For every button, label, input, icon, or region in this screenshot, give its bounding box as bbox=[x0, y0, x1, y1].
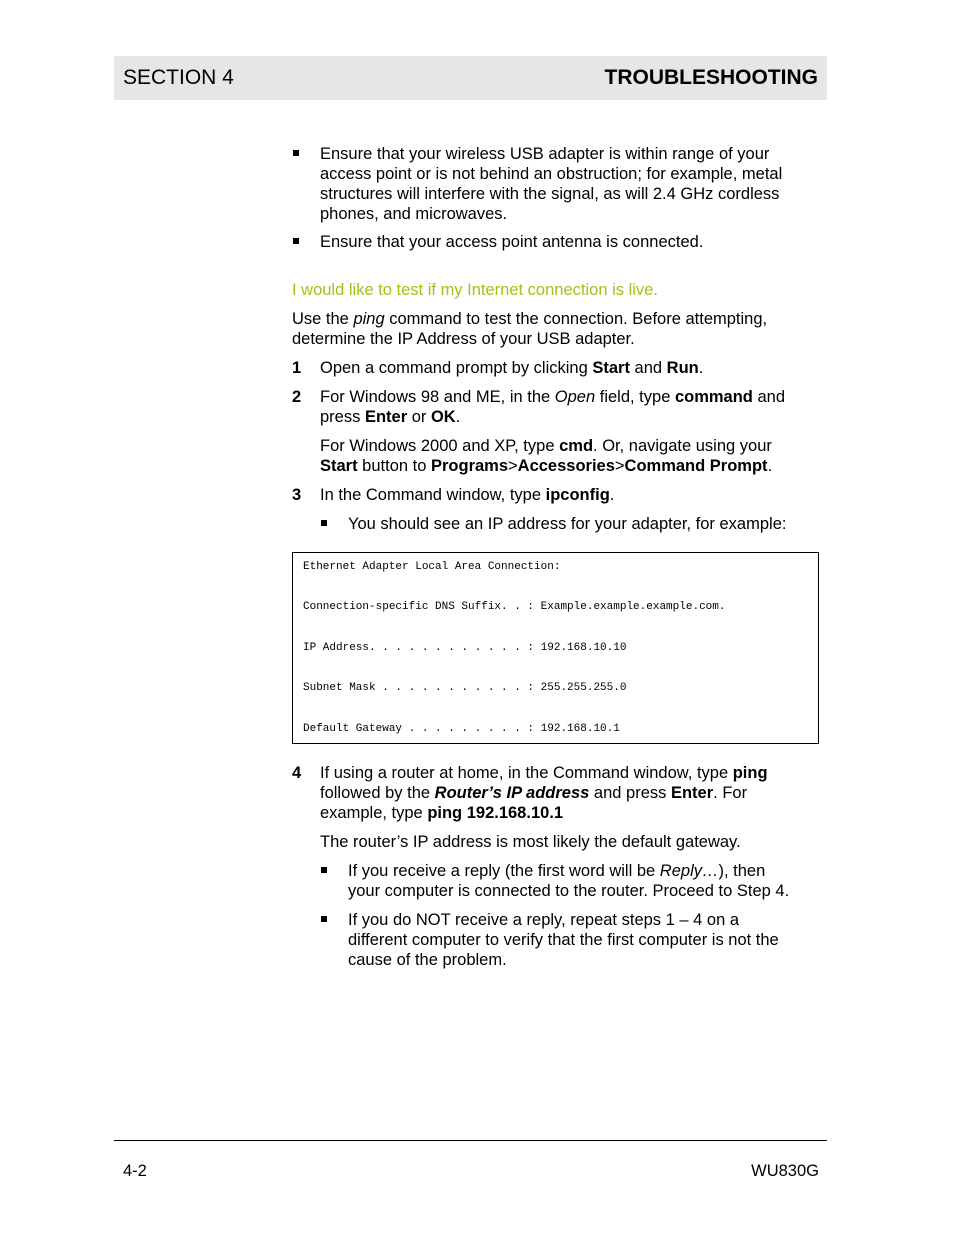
step-4-bullet-no-reply: If you do NOT receive a reply, repeat steps 1 – 4 on a different computer to verify that the first computer is not the cause of the problem. bbox=[348, 911, 779, 969]
step-4-bullet-reply: If you receive a reply (the first word will be Reply…), then your computer is connected to the router. Proceed to Step 4. bbox=[348, 862, 790, 900]
step-number: 2 bbox=[292, 388, 302, 406]
section-header bbox=[114, 56, 827, 100]
step-1-text: Open a command prompt by clicking Start and Run. bbox=[320, 359, 704, 377]
page-number: 4-2 bbox=[123, 1162, 147, 1180]
step-4-note: The router’s IP address is most likely the default gateway. bbox=[320, 833, 741, 851]
bullet-marker bbox=[293, 150, 299, 156]
step-3-bullet: You should see an IP address for your adapter, for example: bbox=[348, 515, 787, 533]
step-3-text: In the Command window, type ipconfig. bbox=[320, 486, 615, 504]
bullet-range: Ensure that your wireless USB adapter is within range of your access point or is not behind an obstruction; for example, metal structures will interfere with the signal, as will 2.4 GHz cordless phones, and microwaves. bbox=[320, 145, 783, 223]
step-2-alt-text: For Windows 2000 and XP, type cmd. Or, navigate using your Start button to Programs>Accessories>Command Prompt. bbox=[320, 437, 773, 475]
section-label: SECTION 4 bbox=[123, 66, 234, 89]
step-number: 3 bbox=[292, 486, 302, 504]
code-line: Ethernet Adapter Local Area Connection: bbox=[303, 561, 561, 573]
bullet-marker bbox=[321, 867, 327, 873]
step-2-text: For Windows 98 and ME, in the Open field, type command and press Enter or OK. bbox=[320, 388, 786, 426]
step-4-text: If using a router at home, in the Command window, type ping followed by the Router’s IP address and press Enter. For example, type ping 192.168.10.1 bbox=[320, 764, 768, 822]
section-title: TROUBLESHOOTING bbox=[604, 66, 818, 89]
step-number: 1 bbox=[292, 359, 302, 377]
code-line: IP Address. . . . . . . . . . . . : 192.168.10.10 bbox=[303, 642, 627, 654]
bullet-marker bbox=[321, 520, 327, 526]
bullet-marker bbox=[293, 238, 299, 244]
code-line: Default Gateway . . . . . . . . . : 192.168.10.1 bbox=[303, 723, 620, 735]
code-line: Subnet Mask . . . . . . . . . . . : 255.255.255.0 bbox=[303, 682, 627, 694]
footer-divider bbox=[114, 1140, 827, 1141]
step-number: 4 bbox=[292, 764, 302, 782]
bullet-antenna: Ensure that your access point antenna is connected. bbox=[320, 233, 704, 251]
code-line: Connection-specific DNS Suffix. . : Example.example.example.com. bbox=[303, 601, 726, 613]
intro-paragraph: Use the ping command to test the connection. Before attempting, determine the IP Address of your USB adapter. bbox=[292, 310, 768, 348]
subheading: I would like to test if my Internet connection is live. bbox=[292, 281, 658, 299]
bullet-marker bbox=[321, 916, 327, 922]
model-name: WU830G bbox=[751, 1162, 819, 1180]
ipconfig-output-box bbox=[292, 552, 819, 744]
